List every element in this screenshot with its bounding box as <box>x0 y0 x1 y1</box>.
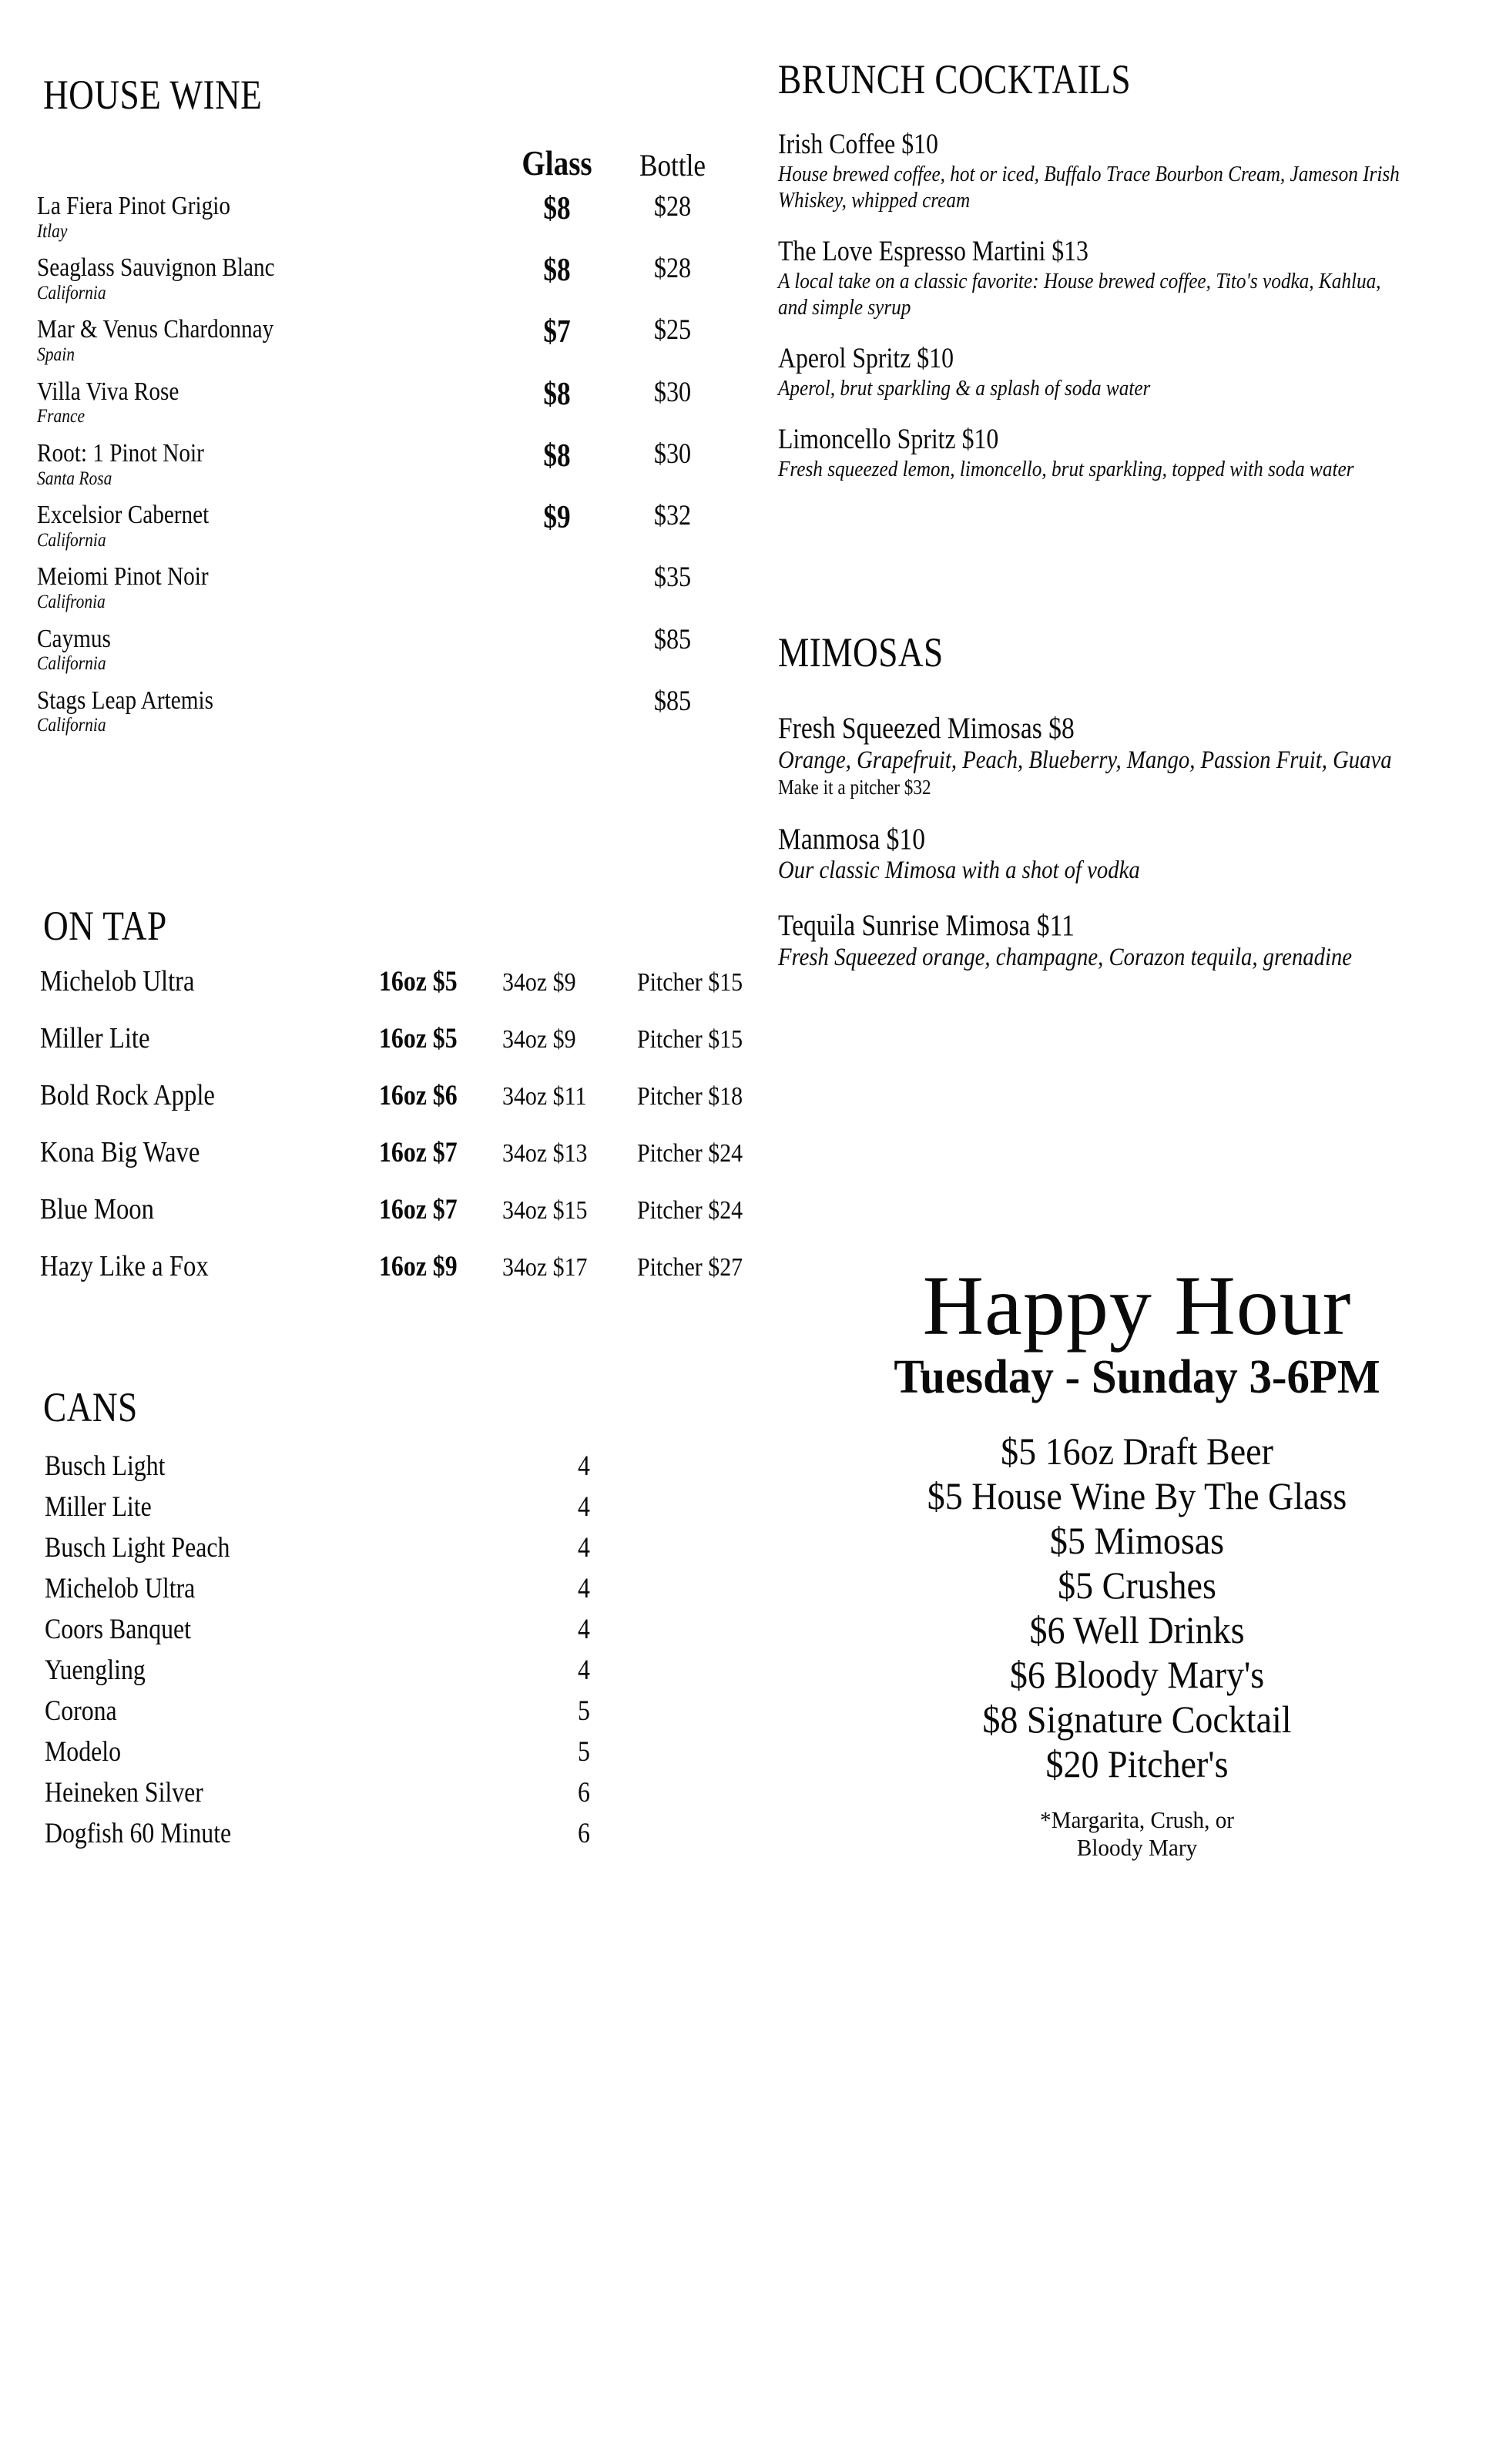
mimosa-note: Make it a pitcher $32 <box>778 776 931 800</box>
can-beer-name: Michelob Ultra <box>45 1573 196 1604</box>
wine-glass-price: $8 <box>543 376 571 412</box>
happy-hour-special-item: $6 Bloody Mary's <box>1009 1653 1265 1697</box>
column-header-bottle: Bottle <box>639 148 706 183</box>
tap-price-34oz: 34oz $17 <box>502 1253 588 1282</box>
can-beer-name: Corona <box>45 1695 117 1727</box>
wine-bottle-price: $28 <box>653 191 692 223</box>
on-tap-title: ON TAP <box>43 903 167 949</box>
table-row <box>37 193 730 242</box>
tap-price-pitcher: Pitcher $15 <box>637 968 743 997</box>
can-beer-name: Busch Light Peach <box>45 1532 230 1564</box>
list-item <box>45 1817 630 1850</box>
tap-price-pitcher: Pitcher $18 <box>637 1082 743 1111</box>
list-item <box>45 1490 630 1524</box>
list-item <box>45 1776 630 1809</box>
can-price: 5 <box>578 1736 590 1768</box>
footnote-line-1: *Margarita, Crush, or <box>1040 1806 1234 1834</box>
cocktail-description: House brewed coffee, hot or iced, Buffalo Trace Bourbon Cream, Jameson Irish Whiskey, whipped cream <box>778 161 1400 213</box>
wine-name-block <box>37 316 499 365</box>
brunch-cocktails-section <box>778 56 1198 102</box>
column-header-glass: Glass <box>522 143 592 183</box>
list-item <box>778 712 1496 800</box>
tap-price-34oz: 34oz $9 <box>502 968 576 997</box>
can-beer-name: Coors Banquet <box>45 1614 192 1645</box>
house-wine-table <box>37 142 730 749</box>
wine-name: Villa Viva Rose <box>37 377 179 406</box>
table-row <box>37 316 730 365</box>
cocktail-name-price: Aperol Spritz $10 <box>778 343 954 375</box>
list-item <box>778 236 1496 320</box>
wine-name-block <box>37 254 499 303</box>
wine-glass-price: $8 <box>543 437 571 474</box>
list-item <box>778 129 1496 213</box>
wine-region: California <box>37 282 106 303</box>
wine-name-block <box>37 501 499 551</box>
list-item <box>778 910 1496 973</box>
wine-name: Stags Leap Artemis <box>37 686 214 715</box>
happy-hour-special-item: $5 Mimosas <box>1049 1519 1225 1563</box>
wine-name: Meiomi Pinot Noir <box>37 562 209 592</box>
wine-region: Califronia <box>37 592 106 613</box>
can-price: 4 <box>578 1532 590 1564</box>
tap-price-pitcher: Pitcher $27 <box>637 1253 743 1282</box>
tap-price-16oz: 16oz $7 <box>379 1137 458 1168</box>
tap-price-16oz: 16oz $9 <box>379 1251 458 1282</box>
wine-name: Root: 1 Pinot Noir <box>37 438 204 468</box>
can-price: 5 <box>578 1695 590 1727</box>
table-row <box>40 1021 772 1055</box>
can-beer-name: Heineken Silver <box>45 1777 203 1809</box>
wine-region: California <box>37 529 106 551</box>
tap-price-16oz: 16oz $5 <box>379 966 458 997</box>
tap-beer-name: Miller Lite <box>40 1022 150 1054</box>
happy-hour-block <box>778 1259 1496 1861</box>
cocktail-description: Aperol, brut sparkling & a splash of soda water <box>778 375 1151 401</box>
table-row <box>40 1078 772 1112</box>
wine-bottle-price: $85 <box>653 685 692 717</box>
cans-title: CANS <box>43 1384 138 1430</box>
list-item <box>45 1572 630 1605</box>
tap-price-34oz: 34oz $11 <box>502 1082 587 1111</box>
mimosas-items <box>778 712 1496 997</box>
on-tap-section <box>43 905 190 947</box>
tap-beer-name: Michelob Ultra <box>40 965 195 997</box>
wine-bottle-price: $28 <box>653 253 692 285</box>
wine-bottle-price: $35 <box>653 562 692 594</box>
cocktail-name-price: Irish Coffee $10 <box>778 129 938 160</box>
footnote-line-2: Bloody Mary <box>1076 1833 1198 1861</box>
list-item <box>45 1531 630 1564</box>
mimosa-name-price: Manmosa $10 <box>778 822 925 856</box>
wine-name: Excelsior Cabernet <box>37 501 210 530</box>
happy-hour-special-item: $20 Pitcher's <box>1045 1742 1229 1786</box>
wine-name-block <box>37 563 499 612</box>
wine-glass-price: $8 <box>543 191 571 226</box>
can-beer-name: Modelo <box>45 1736 121 1768</box>
list-item <box>45 1695 630 1728</box>
mimosa-description: Orange, Grapefruit, Peach, Blueberry, Mango, Passion Fruit, Guava <box>778 746 1392 774</box>
list-item <box>45 1450 630 1483</box>
table-row <box>37 437 730 489</box>
wine-region: California <box>37 653 106 675</box>
can-beer-name: Miller Lite <box>45 1491 152 1523</box>
tap-price-16oz: 16oz $5 <box>379 1023 458 1054</box>
cocktail-description: A local take on a classic favorite: House brewed coffee, Tito's vodka, Kahlua, and simple syrup <box>778 268 1381 320</box>
wine-region: Spain <box>37 344 75 366</box>
table-row <box>37 625 730 675</box>
mimosas-title: MIMOSAS <box>778 629 944 676</box>
wine-region: Itlay <box>37 220 68 242</box>
list-item <box>778 344 1496 401</box>
table-row <box>40 964 772 998</box>
mimosa-description: Our classic Mimosa with a shot of vodka <box>778 857 1140 885</box>
table-row <box>37 254 730 303</box>
tap-price-pitcher: Pitcher $24 <box>637 1196 743 1225</box>
happy-hour-footnote <box>800 1806 1474 1861</box>
mimosas-section <box>778 629 975 676</box>
cocktail-description: Fresh squeezed lemon, limoncello, brut sparkling, topped with soda water <box>778 456 1354 481</box>
table-row <box>37 563 730 612</box>
house-wine-rows <box>37 193 730 736</box>
wine-bottle-price: $85 <box>653 623 692 655</box>
wine-name: Seaglass Sauvignon Blanc <box>37 253 275 283</box>
table-row <box>37 501 730 551</box>
tap-price-16oz: 16oz $6 <box>379 1080 458 1111</box>
tap-price-34oz: 34oz $13 <box>502 1139 588 1168</box>
table-row <box>37 687 730 736</box>
mimosa-description: Fresh Squeezed orange, champagne, Corazon tequila, grenadine <box>778 943 1353 971</box>
wine-region: California <box>37 715 106 736</box>
list-item <box>45 1613 630 1646</box>
tap-beer-name: Blue Moon <box>40 1193 154 1225</box>
cans-rows <box>45 1450 630 1858</box>
wine-bottle-price: $32 <box>653 500 692 532</box>
wine-name: La Fiera Pinot Grigio <box>37 192 230 220</box>
can-beer-name: Yuengling <box>45 1654 146 1686</box>
tap-beer-name: Hazy Like a Fox <box>40 1250 209 1282</box>
can-price: 6 <box>578 1777 590 1809</box>
mimosa-name-price: Tequila Sunrise Mimosa $11 <box>778 909 1075 943</box>
wine-name-block <box>37 625 499 675</box>
tap-beer-name: Bold Rock Apple <box>40 1079 215 1111</box>
list-item <box>778 424 1496 482</box>
wine-region: France <box>37 406 86 427</box>
house-wine-section <box>43 74 304 116</box>
wine-bottle-price: $30 <box>653 376 692 408</box>
can-beer-name: Busch Light <box>45 1450 166 1482</box>
on-tap-rows <box>40 964 772 1306</box>
house-wine-header-row <box>37 142 730 183</box>
cocktail-name-price: The Love Espresso Martini $13 <box>778 236 1088 268</box>
list-item <box>45 1735 630 1768</box>
happy-hour-specials <box>807 1429 1467 1786</box>
list-item <box>45 1654 630 1687</box>
table-row <box>40 1192 772 1226</box>
wine-region: Santa Rosa <box>37 468 112 489</box>
tap-price-16oz: 16oz $7 <box>379 1194 458 1225</box>
wine-name-block <box>37 378 499 427</box>
can-price: 6 <box>578 1818 590 1849</box>
right-column <box>778 0 1496 2464</box>
can-price: 4 <box>578 1491 590 1523</box>
can-beer-name: Dogfish 60 Minute <box>45 1818 232 1849</box>
can-price: 4 <box>578 1450 590 1482</box>
happy-hour-special-item: $5 House Wine By The Glass <box>927 1474 1347 1518</box>
wine-glass-price: $7 <box>543 314 571 350</box>
wine-glass-price: $9 <box>543 500 571 536</box>
tap-price-pitcher: Pitcher $15 <box>637 1025 743 1054</box>
tap-price-pitcher: Pitcher $24 <box>637 1139 743 1168</box>
wine-bottle-price: $25 <box>653 314 692 347</box>
table-row <box>37 378 730 427</box>
wine-glass-price: $8 <box>543 253 571 289</box>
happy-hour-title: Happy Hour <box>922 1259 1352 1353</box>
can-price: 4 <box>578 1654 590 1686</box>
table-row <box>40 1249 772 1283</box>
tap-price-34oz: 34oz $15 <box>502 1196 588 1225</box>
happy-hour-subtitle: Tuesday - Sunday 3-6PM <box>894 1351 1380 1403</box>
can-price: 4 <box>578 1614 590 1645</box>
tap-beer-name: Kona Big Wave <box>40 1136 200 1168</box>
wine-name: Caymus <box>37 624 111 653</box>
happy-hour-special-item: $5 Crushes <box>1058 1564 1216 1607</box>
wine-name-block <box>37 687 499 736</box>
cans-section <box>43 1386 156 1428</box>
happy-hour-special-item: $5 16oz Draft Beer <box>1001 1430 1273 1473</box>
can-price: 4 <box>578 1573 590 1604</box>
list-item <box>778 823 1496 887</box>
wine-bottle-price: $30 <box>653 437 692 470</box>
happy-hour-special-item: $6 Well Drinks <box>1029 1608 1245 1652</box>
wine-name-block <box>37 440 499 489</box>
brunch-cocktails-items <box>778 129 1496 505</box>
wine-name-block <box>37 193 499 242</box>
mimosa-name-price: Fresh Squeezed Mimosas $8 <box>778 712 1075 745</box>
brunch-cocktails-title: BRUNCH COCKTAILS <box>778 56 1131 102</box>
tap-price-34oz: 34oz $9 <box>502 1025 576 1054</box>
house-wine-title: HOUSE WINE <box>43 72 263 118</box>
happy-hour-special-item: $8 Signature Cocktail <box>982 1698 1292 1742</box>
table-row <box>40 1135 772 1169</box>
cocktail-name-price: Limoncello Spritz $10 <box>778 424 999 456</box>
wine-name: Mar & Venus Chardonnay <box>37 315 274 344</box>
